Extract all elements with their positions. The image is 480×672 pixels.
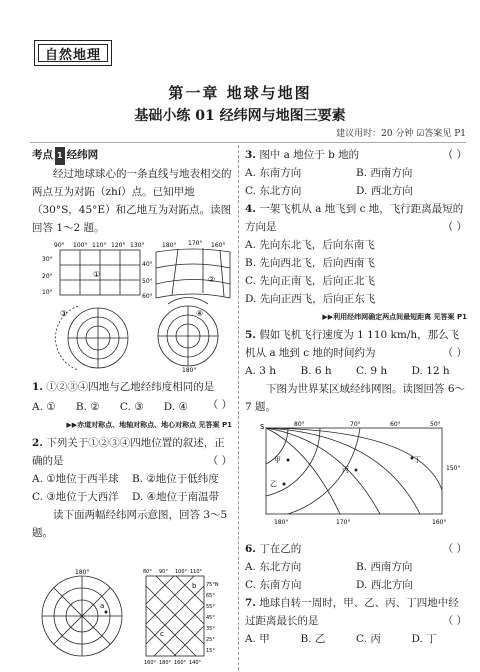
q7-options [245,630,467,648]
left-column [32,146,232,237]
q4-option-d[interactable]: D. 先向正西飞，后向正东飞 [245,293,376,305]
q2-option-d[interactable]: D. ④地位于南温带 [132,491,220,503]
section-tag: 自然地理 [34,40,112,66]
q7-paren: （ ） [442,615,467,627]
region-corner: S [260,423,265,431]
q1-hint: ▶▶赤道对称点、地轴对称点、地心对称点 见答案 P1 [66,421,232,429]
grid-lon-1: 90° [159,569,168,575]
map2-lon-2: 160° [211,242,226,249]
map1-mark: ① [93,270,101,279]
region-lon-0: 80° [294,421,305,428]
q4-hint: ▶▶利用经纬网确定两点间最短距离 见答案 P1 [322,313,467,321]
region-map [250,420,468,532]
place-jia-dot [287,459,290,462]
q1-option-d[interactable]: D. ④ [163,401,188,413]
grid-lon-0: 80° [143,569,152,575]
map4-mark: ④ [196,309,204,318]
q3-option-a[interactable]: A. 东南方向 [245,167,302,179]
map4-label: 180° [182,367,197,373]
q3-options [245,164,467,200]
header-rule [30,142,466,143]
region-bottom-0: 180° [274,519,289,526]
q6-option-c[interactable]: C. 东南方向 [245,579,302,591]
question-5 [245,326,467,362]
question-6 [245,540,467,558]
map2-lon-0: 180° [162,242,177,249]
q5-options [245,362,467,380]
q1-option-a[interactable]: A. ① [32,401,56,413]
topic-title: 经纬网 [66,149,99,161]
region-lon-2: 60° [390,421,401,428]
q3-text: 图中 a 地位于 b 地的 [259,149,360,161]
q6-text: 丁在乙的 [259,543,302,555]
map3-mark: ③ [60,309,68,318]
grid-lat-3: 45° [206,615,215,621]
map2-lat-2: 60° [142,293,153,300]
q7-text: 地球自转一周时，甲、乙、丙、丁四地中经过距离最长的是 [245,597,459,627]
grid-lon-2: 100° [175,569,188,575]
q5-option-a[interactable]: A. 3 h [245,365,277,377]
top-maps [38,238,234,373]
q5-number: 5. [245,329,256,341]
map2-lon-1: 170° [188,240,203,247]
q2-text: 下列关于①②③④四地位置的叙述，正确的是 [32,437,225,467]
grid-lat-2: 55° [206,604,215,610]
map-4 [158,297,218,366]
right-questions-bottom [245,540,467,648]
column-divider [238,145,239,670]
exercise-title: 基础小练 01 经纬网与地图三要素 [134,108,346,124]
q5-option-c[interactable]: C. 9 h [356,365,388,377]
polar-point-a-dot [105,611,108,614]
grid-bottom-3: 140° [189,660,202,666]
question-4 [245,200,467,236]
map1-lat-0: 30° [42,256,53,263]
q7-number: 7. [245,597,256,609]
region-bottom-1: 170° [336,519,351,526]
question-3 [245,146,467,164]
q1-text: ①②③④四地与乙地经纬度相同的是 [46,381,215,393]
map-2 [156,248,230,298]
map1-lon-1: 100° [73,242,88,249]
q2-option-b[interactable]: B. ②地位于低纬度 [132,473,219,485]
region-lon-1: 70° [350,421,361,428]
q6-option-d[interactable]: D. 西北方向 [356,579,413,591]
q4-option-b[interactable]: B. 先向西北飞，后向西南飞 [245,257,375,269]
q2-option-c[interactable]: C. ③地位于大西洋 [32,491,119,503]
q5-paren: （ ） [442,347,467,359]
polar-map [42,576,122,656]
q4-number: 4. [245,203,256,215]
q2-options [32,470,232,506]
grid-lat-4: 35° [206,626,215,632]
map1-lon-4: 130° [130,242,145,249]
right-questions-top [245,146,467,416]
q4-option-c[interactable]: C. 先向正南飞，后向正北飞 [245,275,375,287]
place-ding: 丁 [414,456,421,464]
q5-option-b[interactable]: B. 6 h [300,365,332,377]
map1-lat-1: 20° [42,273,53,280]
map1-lat-2: 10° [42,289,53,296]
grid-bottom-0: 160° [144,660,157,666]
grid-point-c: c [160,630,164,638]
grid-lat-0: 75°N [206,582,219,588]
topic-prefix: 考点 [32,149,53,161]
region-map-lines [266,428,442,514]
q7-option-a[interactable]: A. 甲 [245,633,270,645]
map1-lon-2: 110° [92,242,107,249]
time-hint: 建议用时：20 分钟 ☑答案见 P1 [336,129,466,139]
q7-option-c[interactable]: C. 丙 [356,633,381,645]
q3-number: 3. [245,149,256,161]
q3-option-b[interactable]: B. 西南方向 [356,167,413,179]
grid-lat-6: 15° [206,648,215,654]
q4-text: 一架飞机从 a 地飞到 c 地，飞行距离最短的方向是 [245,203,464,233]
bottom-maps [40,566,234,666]
map1-lon-0: 90° [54,242,65,249]
q1-number: 1. [32,381,43,393]
q3-paren: （ ） [442,149,467,161]
region-lon-3: 50° [430,421,441,428]
q1-option-b[interactable]: B. ② [75,401,100,413]
map2-lat-1: 50° [142,278,153,285]
grid-lat-1: 65° [206,593,215,599]
grid-point-b: b [192,582,197,590]
right-lead-text: 下图为世界某区域经纬网图。读图回答 6～7 题。 [245,383,466,413]
map2-lat-0: 40° [142,261,153,268]
q5-text: 假如飞机飞行速度为 1 110 km/h，那么飞机从 a 地到 c 地的时间约为 [245,329,460,359]
q6-option-b[interactable]: B. 西南方向 [356,561,413,573]
q7-option-b[interactable]: B. 乙 [300,633,326,645]
q6-paren: （ ） [442,543,467,555]
topic-number: 1 [55,147,65,165]
place-yi: 乙 [270,480,277,488]
q3-option-c[interactable]: C. 东北方向 [245,185,302,197]
place-bing: 丙 [342,466,349,474]
region-right-label: 150° [446,465,461,472]
left-lead-text: 读下面两幅经纬网示意图，回答 3～5 题。 [32,509,228,539]
question-7 [245,594,467,630]
grid-lat-5: 25° [206,637,215,643]
grid-lon-3: 110° [190,569,203,575]
q1-options [32,398,208,416]
q5-option-d[interactable]: D. 12 h [411,365,450,377]
left-questions [32,378,232,542]
place-ding-dot [411,457,414,460]
topic-heading [32,146,232,165]
q4-option-a[interactable]: A. 先向东北飞，后向东南飞 [245,239,375,251]
q2-number: 2. [32,437,43,449]
intro-text: 经过地球球心的一条直线与地表相交的两点互为对跖（zhí）点。已知甲地（30°S，45°E）和乙地互为对跖点。读图回答 1～2 题。 [32,168,232,234]
q1-option-c[interactable]: C. ③ [119,401,144,413]
region-bottom-2: 160° [432,519,447,526]
question-2 [32,434,232,470]
q2-paren: （ ） [207,455,232,467]
place-jia: 甲 [274,456,281,464]
place-bing-dot [355,469,358,472]
q1-paren: （ ） [207,399,232,411]
map2-mark: ② [208,275,216,284]
q6-option-a[interactable]: A. 东北方向 [245,561,302,573]
q2-option-a[interactable]: A. ①地位于西半球 [32,473,119,485]
q6-number: 6. [245,543,256,555]
chapter-title: 第一章 地球与地图 [168,84,312,102]
q3-option-d[interactable]: D. 西北方向 [356,185,413,197]
map1-lon-3: 120° [111,242,126,249]
polar-point-a: a [100,602,105,610]
q6-options [245,558,467,594]
grid-bottom-1: 180° [159,660,172,666]
place-yi-dot [283,483,286,486]
q7-option-d[interactable]: D. 丁 [411,633,437,645]
q4-paren: （ ） [442,221,467,233]
grid-bottom-2: 160° [174,660,187,666]
polar-top-label: 180° [75,569,90,576]
